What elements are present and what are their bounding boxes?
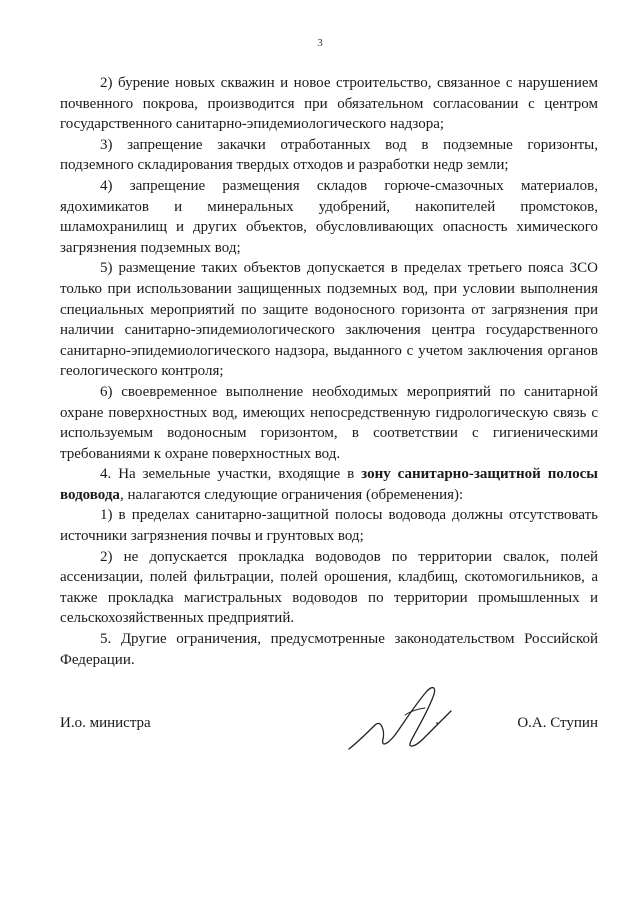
paragraph-item-2: 2) бурение новых скважин и новое строительство, связанное с нарушением почвенного покрова, производится при обязательном согласовании с центром государственного санитарно-эпидемиологического надзора; (60, 75, 598, 133)
paragraph-section-5: 5. Другие ограничения, предусмотренные законодательством Российской Федерации. (60, 631, 598, 668)
section-4-suffix: , налагаются следующие ограничения (обременения): (119, 486, 464, 503)
handwritten-signature (345, 675, 465, 765)
section-4-prefix: 4. На земельные участки, входящие в (100, 466, 362, 483)
paragraph-subitem-2: 2) не допускается прокладка водоводов по территории свалок, полей ассенизации, полей фильтрации, полей орошения, кладбищ, скотомогильников, а также прокладка магистральных водоводов по территории промышленных и сельскохозяйственных предприятий. (60, 548, 598, 627)
paragraph-item-4: 4) запрещение размещения складов горюче-смазочных материалов, ядохимикатов и минеральных удобрений, накопителей промстоков, шламохранилищ и других объектов, обусловливающих опасность химического загрязнения подземных вод; (60, 177, 598, 256)
signatory-title: И.о. министра (60, 715, 151, 731)
signature-block (60, 705, 598, 765)
paragraph-section-4 (60, 464, 598, 505)
paragraph-item-3: 3) запрещение закачки отработанных вод в подземные горизонты, подземного складирования твердых отходов и разработки недр земли; (60, 136, 598, 174)
signatory-name: О.А. Ступин (517, 715, 598, 731)
paragraph-item-6: 6) своевременное выполнение необходимых мероприятий по санитарной охране поверхностных вод, имеющих непосредственную гидрологическую связь с используемым водоносным горизонтом, в соответствии с гигиеническими требованиями к охране поверхностных вод. (60, 383, 598, 462)
section-4-bold-term: зону санитарно-защитной полосы водовода (60, 466, 598, 503)
document-body (60, 73, 598, 670)
page-number: 3 (317, 37, 323, 49)
paragraph-item-5: 5) размещение таких объектов допускается в пределах третьего пояса ЗСО только при использовании защищенных подземных вод, при условии выполнения специальных мероприятий по защите водоносного горизонта от загрязнения при наличии санитарно-эпидемиологического заключения центра государственного санитарно-эпидемиологического надзора, выданного с учетом заключения органов геологического контроля; (60, 260, 598, 380)
paragraph-subitem-1: 1) в пределах санитарно-защитной полосы водовода должны отсутствовать источники загрязнения почвы и грунтовых вод; (60, 507, 598, 545)
